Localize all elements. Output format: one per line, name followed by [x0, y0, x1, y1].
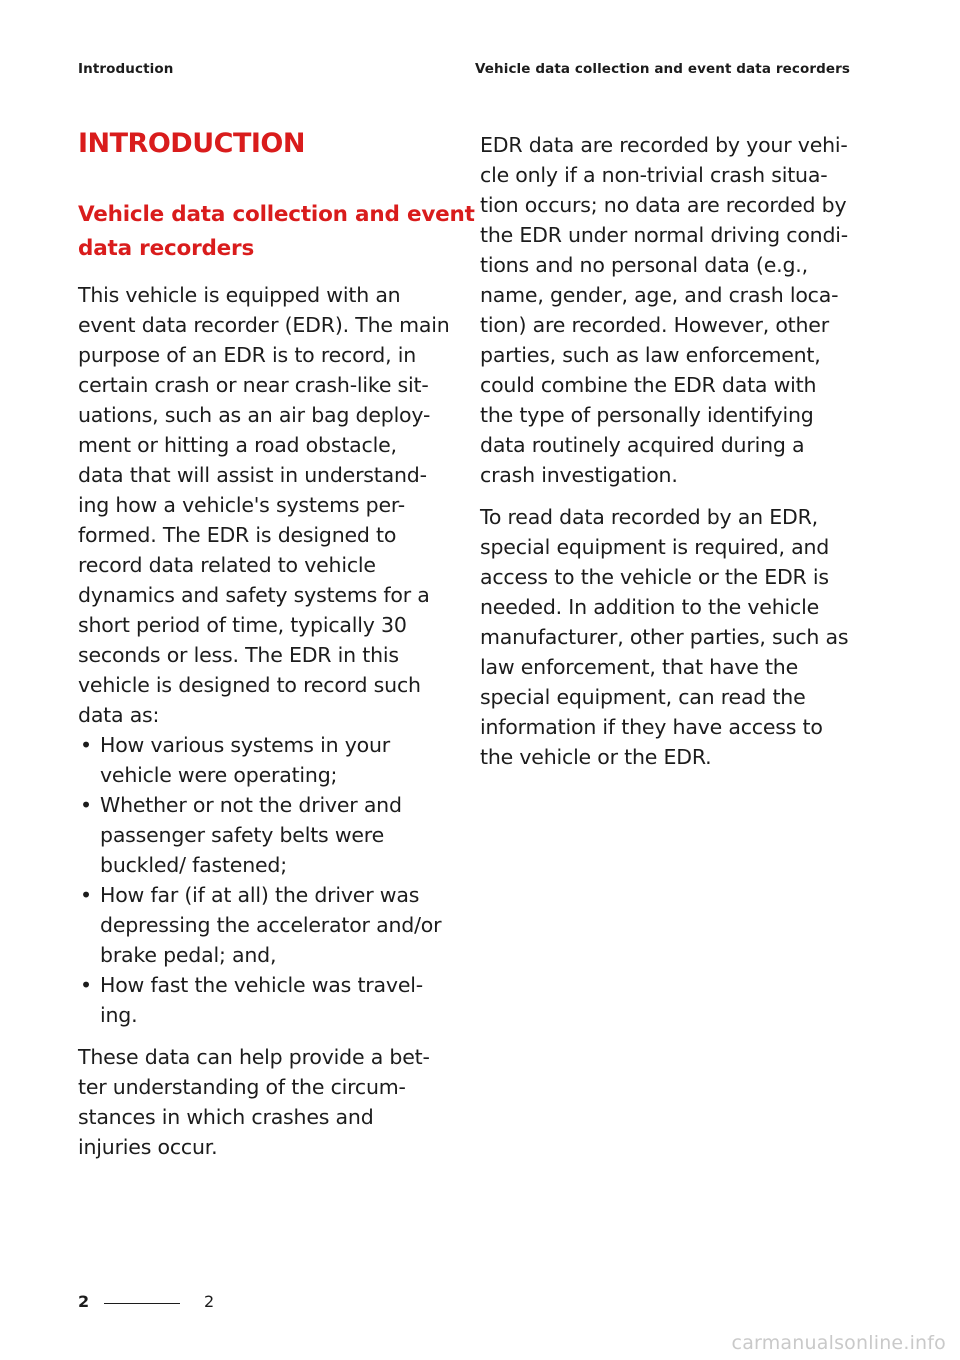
- intro-paragraph: [78, 280, 458, 730]
- paragraph-line: manufacturer, other parties, such as: [480, 625, 849, 649]
- closing-paragraph: [78, 1042, 458, 1162]
- paragraph-line: information if they have access to: [480, 715, 823, 739]
- paragraph-line: law enforcement, that have the: [480, 655, 799, 679]
- bullet-line: How various systems in your: [100, 733, 390, 757]
- sub-title: [78, 198, 475, 266]
- intro-line: vehicle is designed to record such: [78, 673, 421, 697]
- intro-line: certain crash or near crash-like sit-: [78, 373, 429, 397]
- bullet-icon: •: [80, 973, 92, 997]
- section-title: INTRODUCTION: [78, 128, 305, 159]
- edr-recording-paragraph: [480, 130, 855, 490]
- intro-line: dynamics and safety systems for a: [78, 583, 430, 607]
- page-header-left: Introduction: [78, 61, 174, 77]
- paragraph-line: tions and no personal data (e.g.,: [480, 253, 808, 277]
- data-bullet-list: [78, 730, 458, 1030]
- paragraph-line: data routinely acquired during a: [480, 433, 805, 457]
- edr-access-paragraph: [480, 502, 855, 772]
- bullet-line: buckled/ fastened;: [100, 853, 287, 877]
- page-header-right: Vehicle data collection and event data recorders: [474, 61, 850, 77]
- paragraph-line: To read data recorded by an EDR,: [480, 505, 818, 529]
- left-column: [78, 280, 458, 1162]
- paragraph-line: cle only if a non-trivial crash situa-: [480, 163, 828, 187]
- list-item: [78, 880, 458, 970]
- paragraph-line: tion occurs; no data are recorded by: [480, 193, 847, 217]
- intro-line: purpose of an EDR is to record, in: [78, 343, 417, 367]
- watermark: carmanualsonline.info: [731, 1332, 946, 1354]
- sub-title-line: data recorders: [78, 236, 255, 261]
- intro-line: uations, such as an air bag deploy-: [78, 403, 431, 427]
- closing-line: injuries occur.: [78, 1135, 218, 1159]
- intro-line: formed. The EDR is designed to: [78, 523, 397, 547]
- bullet-line: vehicle were operating;: [100, 763, 338, 787]
- intro-line: ment or hitting a road obstacle,: [78, 433, 397, 457]
- sub-title-line: Vehicle data collection and event: [78, 202, 475, 227]
- paragraph-line: could combine the EDR data with: [480, 373, 817, 397]
- bullet-icon: •: [80, 793, 92, 817]
- paragraph-line: the EDR under normal driving condi-: [480, 223, 848, 247]
- closing-line: These data can help provide a bet-: [78, 1045, 430, 1069]
- paragraph-line: the vehicle or the EDR.: [480, 745, 712, 769]
- paragraph-line: parties, such as law enforcement,: [480, 343, 821, 367]
- bullet-line: How fast the vehicle was travel-: [100, 973, 423, 997]
- intro-line: event data recorder (EDR). The main: [78, 313, 450, 337]
- bullet-line: How far (if at all) the driver was: [100, 883, 420, 907]
- bullet-line: passenger safety belts were: [100, 823, 384, 847]
- paragraph-line: special equipment, can read the: [480, 685, 806, 709]
- list-item: [78, 970, 458, 1030]
- intro-line: record data related to vehicle: [78, 553, 376, 577]
- bullet-line: depressing the accelerator and/or: [100, 913, 442, 937]
- paragraph-line: crash investigation.: [480, 463, 678, 487]
- bullet-icon: •: [80, 733, 92, 757]
- paragraph-line: the type of personally identifying: [480, 403, 814, 427]
- intro-line: short period of time, typically 30: [78, 613, 407, 637]
- paragraph-line: access to the vehicle or the EDR is: [480, 565, 829, 589]
- footer-rule: [104, 1303, 180, 1304]
- bullet-line: brake pedal; and,: [100, 943, 277, 967]
- intro-line: data that will assist in understand-: [78, 463, 427, 487]
- intro-line: seconds or less. The EDR in this: [78, 643, 399, 667]
- paragraph-line: EDR data are recorded by your vehi-: [480, 133, 848, 157]
- closing-line: ter understanding of the circum-: [78, 1075, 406, 1099]
- intro-line: ing how a vehicle's systems per-: [78, 493, 406, 517]
- paragraph-line: tion) are recorded. However, other: [480, 313, 829, 337]
- intro-line: data as:: [78, 703, 160, 727]
- right-column: [480, 130, 855, 772]
- paragraph-line: name, gender, age, and crash loca-: [480, 283, 839, 307]
- bullet-line: Whether or not the driver and: [100, 793, 402, 817]
- closing-line: stances in which crashes and: [78, 1105, 374, 1129]
- footer-page-number-right: 2: [204, 1292, 215, 1311]
- intro-line: This vehicle is equipped with an: [78, 283, 401, 307]
- bullet-line: ing.: [100, 1003, 138, 1027]
- footer-page-number-left: 2: [78, 1292, 90, 1311]
- list-item: [78, 730, 458, 790]
- paragraph-line: special equipment is required, and: [480, 535, 830, 559]
- paragraph-line: needed. In addition to the vehicle: [480, 595, 819, 619]
- list-item: [78, 790, 458, 880]
- bullet-icon: •: [80, 883, 92, 907]
